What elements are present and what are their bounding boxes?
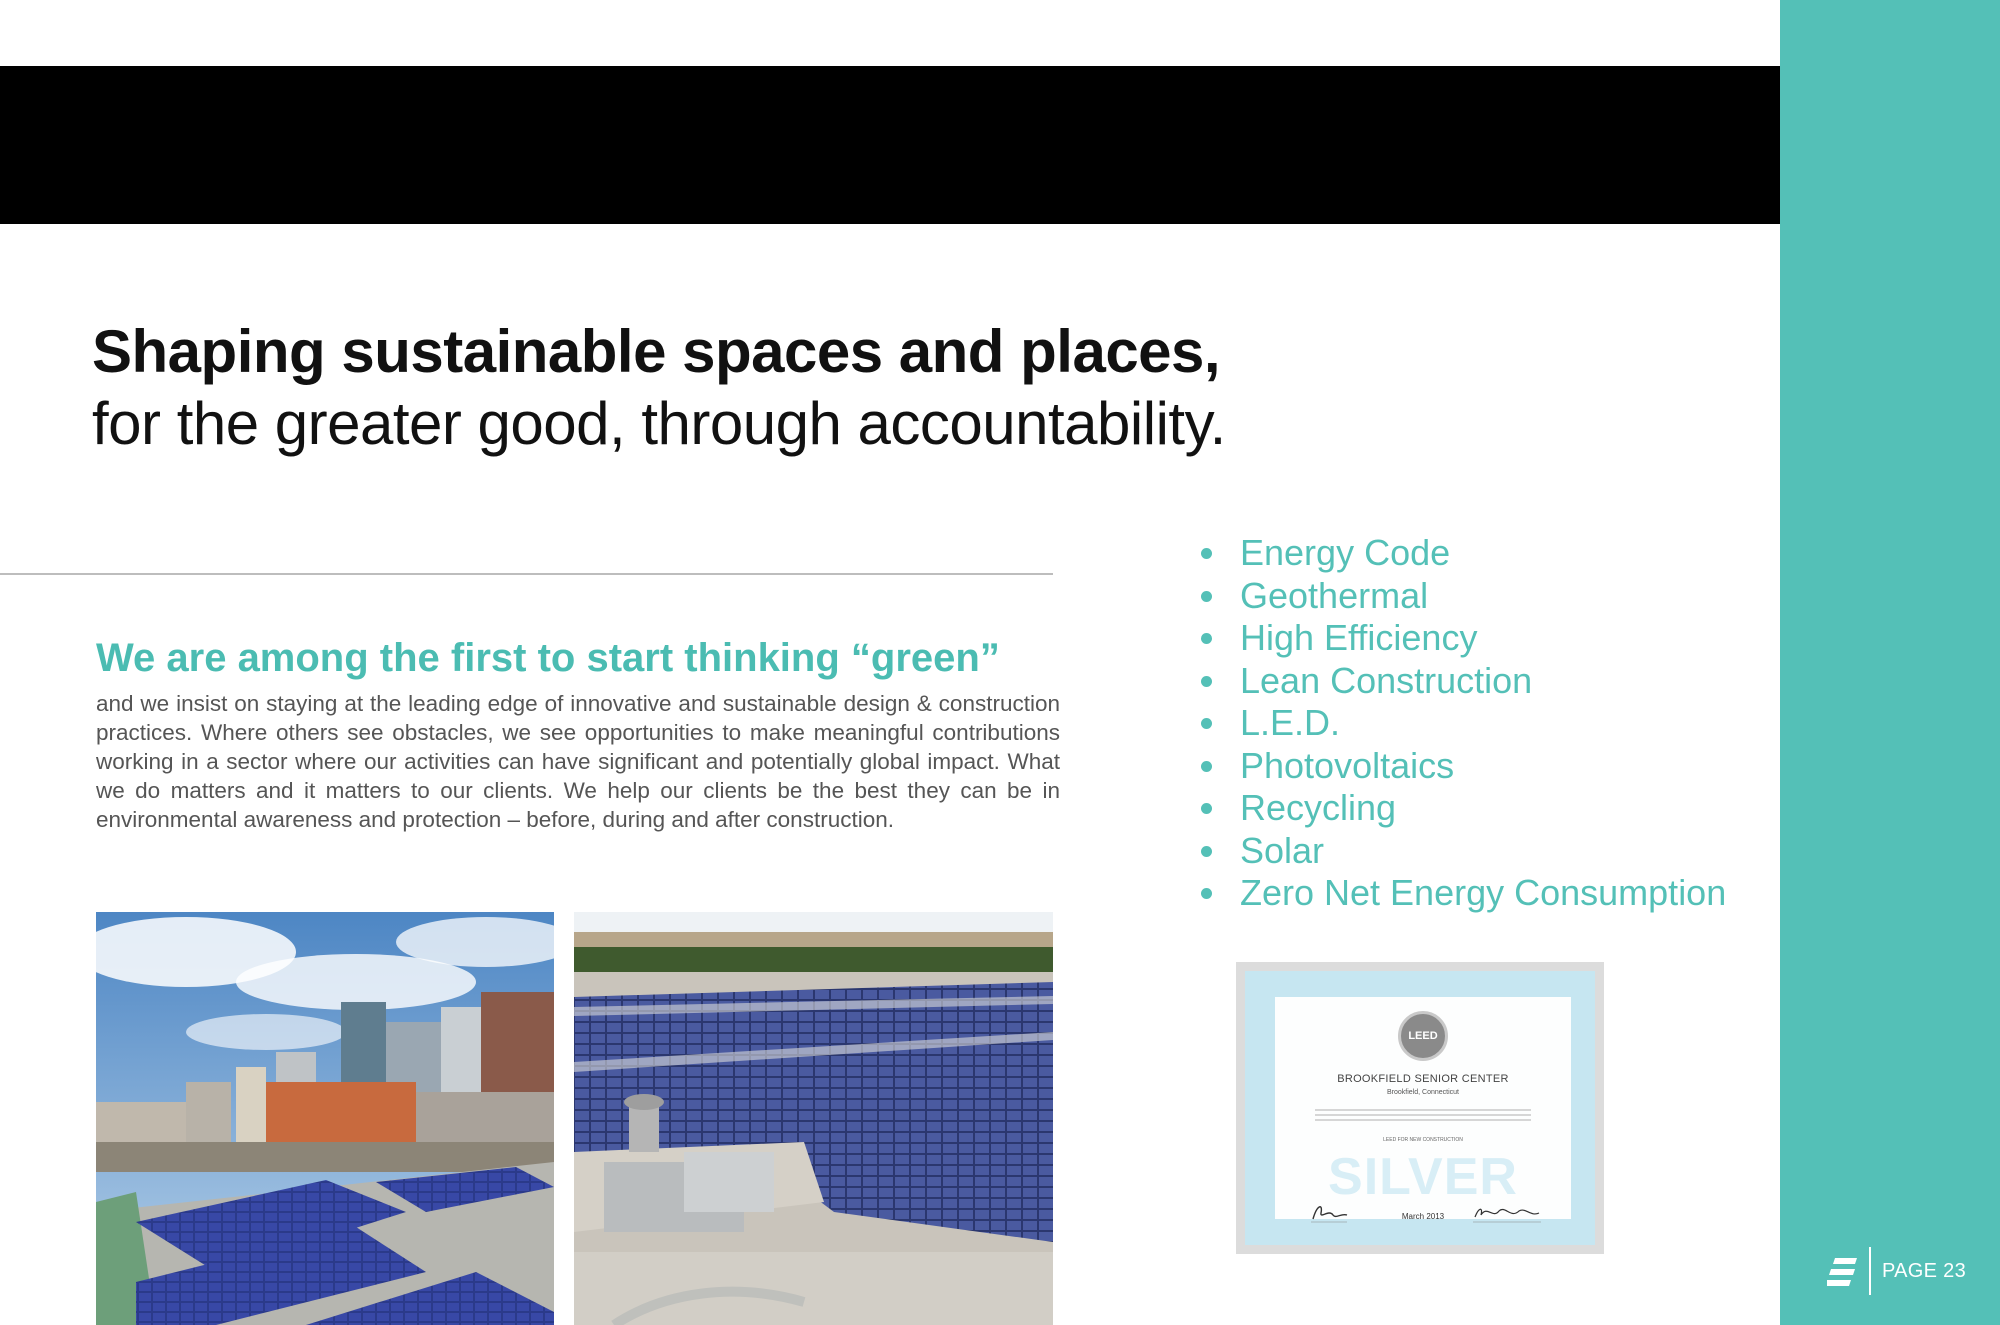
bullet-dot-icon (1201, 718, 1212, 729)
list-item: Recycling (1198, 787, 1726, 830)
leed-seal-icon: LEED (1398, 1011, 1448, 1061)
certificate-paper (1275, 997, 1571, 1219)
section-subhead: We are among the first to start thinking “green” (96, 636, 1000, 680)
capabilities-list (1198, 532, 1726, 915)
list-item: Solar (1198, 830, 1726, 873)
section-body: and we insist on staying at the leading edge of innovative and sustainable design & construction practices. Where others see obstacles, we see opportunities to make meaningful contributions working in a sector where our activities can have significant and potentially global impact. What we do matters and it matters to our clients. We help our clients be the best they can be in environmental awareness and protection – before, during and after construction. (96, 691, 1060, 832)
list-item: L.E.D. (1198, 702, 1726, 745)
list-item: Geothermal (1198, 575, 1726, 618)
bullet-dot-icon (1201, 761, 1212, 772)
list-item: High Efficiency (1198, 617, 1726, 660)
bullet-dot-icon (1201, 591, 1212, 602)
certificate-fine-print (1315, 1109, 1531, 1123)
list-item: Photovoltaics (1198, 745, 1726, 788)
bullet-dot-icon (1201, 633, 1212, 644)
certificate-level: SILVER (1328, 1148, 1518, 1206)
page-number: PAGE 23 (1882, 1260, 1966, 1282)
photo-city-solar-roof (96, 912, 554, 1325)
leed-certificate (1236, 962, 1604, 1254)
certificate-location: Brookfield, Connecticut (1387, 1089, 1459, 1096)
certificate-date: March 2013 (1401, 1212, 1445, 1221)
bullet-dot-icon (1201, 548, 1212, 559)
list-item: Lean Construction (1198, 660, 1726, 703)
bullet-dot-icon (1201, 803, 1212, 814)
section-divider (0, 573, 1053, 575)
headline-bold: Shaping sustainable spaces and places, (92, 318, 1221, 385)
footer-divider (1869, 1247, 1871, 1295)
bullet-dot-icon (1201, 676, 1212, 687)
signature-left-icon (1309, 1201, 1349, 1225)
list-item: Zero Net Energy Consumption (1198, 872, 1726, 915)
side-panel (1780, 0, 2000, 1325)
certificate-type: LEED FOR NEW CONSTRUCTION (1383, 1137, 1463, 1143)
bullet-dot-icon (1201, 846, 1212, 857)
page-headline (92, 316, 1492, 460)
photo-rooftop-solar-panels (574, 912, 1053, 1325)
headline-light: for the greater good, through accountability. (92, 390, 1226, 457)
certificate-title: BROOKFIELD SENIOR CENTER (1337, 1073, 1509, 1085)
bullet-dot-icon (1201, 888, 1212, 899)
stacked-bars-logo-icon (1827, 1258, 1859, 1288)
list-item: Energy Code (1198, 532, 1726, 575)
header-band (0, 66, 1780, 224)
signature-right-icon (1471, 1201, 1543, 1225)
